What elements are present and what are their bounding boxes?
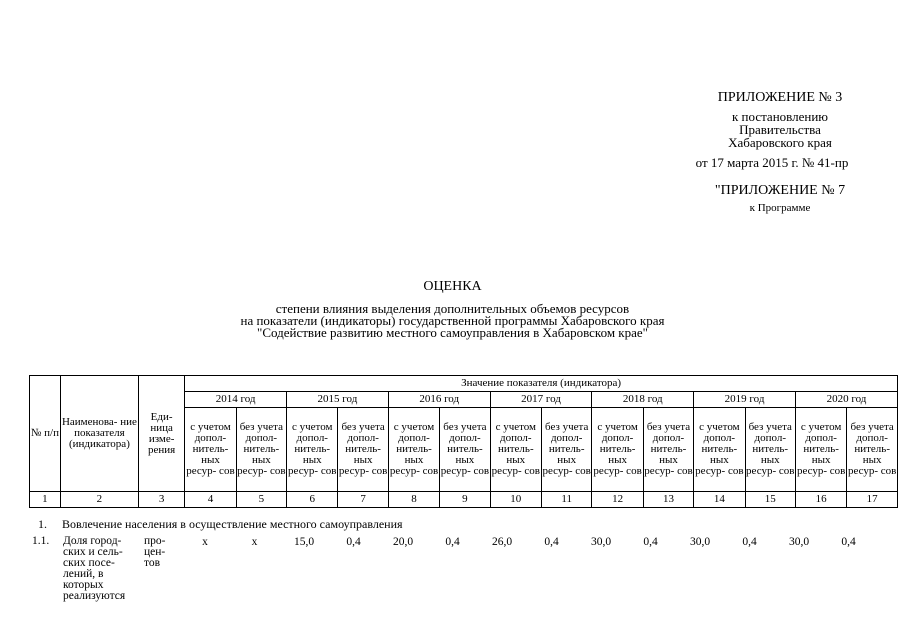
row-value: 0,4	[445, 536, 460, 548]
subheader-without-resources: без учета допол- нитель- ных ресур- сов	[236, 408, 286, 492]
column-number-row	[30, 492, 898, 508]
column-number: 14	[694, 492, 745, 508]
column-number: 12	[592, 492, 643, 508]
row-value: х	[202, 536, 208, 548]
row-value: 20,0	[392, 536, 414, 548]
subheader-with-resources: с учетом допол- нитель- ных ресур- сов	[185, 408, 236, 492]
row-value: 30,0	[689, 536, 711, 548]
column-number: 4	[185, 492, 236, 508]
row-value: 0,4	[544, 536, 559, 548]
row-value: 26,0	[491, 536, 513, 548]
column-number: 1	[30, 492, 61, 508]
row-value: х	[251, 536, 258, 548]
subheader-with-resources: с учетом допол- нитель- ных ресур- сов	[795, 408, 846, 492]
title-line-3: "Содействие развитию местного самоуправления в Хабаровском крае"	[257, 325, 648, 340]
year-header: 2019 год	[694, 392, 796, 408]
indicators-table	[29, 375, 898, 508]
column-number: 7	[338, 492, 388, 508]
row-value: 0,4	[643, 536, 658, 548]
section-number: 1.	[38, 517, 47, 531]
row-number: 1.1.	[32, 535, 50, 547]
region-label: Хабаровского края	[728, 135, 832, 150]
column-number: 13	[643, 492, 693, 508]
subheader-without-resources: без учета допол- нитель- ных ресур- сов	[542, 408, 592, 492]
subheader-without-resources: без учета допол- нитель- ных ресур- сов	[847, 408, 898, 492]
subheader-with-resources: с учетом допол- нитель- ных ресур- сов	[388, 408, 439, 492]
column-number: 17	[847, 492, 898, 508]
row-value: 15,0	[293, 536, 315, 548]
year-header: 2014 год	[185, 392, 287, 408]
row-indicator-name: Доля город- ских и сель- ских посе- лений, в которых реализуются	[63, 535, 126, 602]
column-number: 2	[60, 492, 138, 508]
col-header-name: Наименова- ние показателя (индикатора)	[60, 376, 138, 492]
year-header: 2020 год	[795, 392, 897, 408]
column-number: 11	[542, 492, 592, 508]
column-number: 15	[745, 492, 795, 508]
document-title: ОЦЕНКА	[423, 279, 482, 294]
row-unit: про- цен- тов	[144, 535, 166, 569]
row-value: 0,4	[742, 536, 757, 548]
value-header: Значение показателя (индикатора)	[185, 376, 898, 392]
row-value: 30,0	[590, 536, 612, 548]
column-number: 6	[287, 492, 338, 508]
col-header-unit: Еди- ница изме- рения	[138, 376, 184, 492]
column-number: 10	[490, 492, 541, 508]
column-number: 9	[440, 492, 490, 508]
column-number: 16	[795, 492, 846, 508]
resolution-date: от 17 марта 2015 г. № 41-пр	[695, 155, 849, 170]
column-number: 8	[388, 492, 439, 508]
year-header: 2018 год	[592, 392, 694, 408]
to-resolution-label: к постановлению	[731, 109, 829, 124]
subheader-without-resources: без учета допол- нитель- ных ресур- сов	[338, 408, 388, 492]
subheader-with-resources: с учетом допол- нитель- ных ресур- сов	[592, 408, 643, 492]
row-value: 0,4	[346, 536, 361, 548]
title-line-1: степени влияния выделения дополнительных объемов ресурсов	[275, 301, 630, 316]
section-title: Вовлечение населения в осуществление местного самоуправления	[62, 517, 403, 531]
government-label: Правительства	[739, 122, 821, 137]
appendix-7-label: "ПРИЛОЖЕНИЕ № 7	[714, 183, 846, 198]
appendix-3-label: ПРИЛОЖЕНИЕ № 3	[717, 90, 843, 105]
column-number: 3	[138, 492, 184, 508]
to-program-label: к Программе	[749, 202, 811, 214]
section-heading	[38, 517, 403, 532]
subheader-without-resources: без учета допол- нитель- ных ресур- сов	[440, 408, 490, 492]
subheader-with-resources: с учетом допол- нитель- ных ресур- сов	[694, 408, 745, 492]
col-header-num: № п/п	[30, 376, 61, 492]
year-header: 2017 год	[490, 392, 592, 408]
row-value: 30,0	[788, 536, 810, 548]
subheader-with-resources: с учетом допол- нитель- ных ресур- сов	[490, 408, 541, 492]
column-number: 5	[236, 492, 286, 508]
subheader-with-resources: с учетом допол- нитель- ных ресур- сов	[287, 408, 338, 492]
row-value: 0,4	[841, 536, 856, 548]
title-line-2: на показатели (индикаторы) государственной программы Хабаровского края	[240, 313, 665, 328]
year-header: 2015 год	[287, 392, 389, 408]
subheader-without-resources: без учета допол- нитель- ных ресур- сов	[643, 408, 693, 492]
year-header: 2016 год	[388, 392, 490, 408]
subheader-without-resources: без учета допол- нитель- ных ресур- сов	[745, 408, 795, 492]
